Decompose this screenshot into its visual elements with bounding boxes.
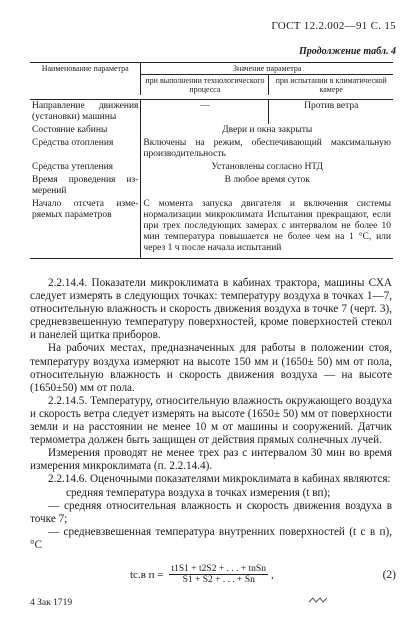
formula-fraction (169, 564, 267, 585)
table-row (30, 137, 393, 161)
formula-lhs: tс.в п = (130, 568, 164, 581)
row-value: Включены на режим, обеспечивающий максимальную производительность (141, 137, 393, 161)
parameters-table (30, 62, 393, 259)
row-name: Состояние кабины (32, 125, 108, 135)
row-value: Установлены согласно НТД (141, 161, 393, 174)
row-value: С момента запуска двигателя и включения системы нормализации микроклимата Испытания прекращают, если при трех последующих замерах с интервалом не более 10 мин температура повышается не более чем на 1 °С, или через 1 ч после начала испытаний (141, 198, 393, 259)
paragraph: Измерения проводят не менее трех раз с интервалом 30 мин во время измерения микроклимата (п. 2.2.14.4). (30, 447, 392, 473)
list-item: средняя температура воздуха в точках измерения (t вп); (66, 486, 331, 499)
formula-number: (2) (382, 569, 396, 581)
table-continuation-label: Продолжение табл. 4 (298, 46, 396, 57)
paragraph: 2.2.14.5. Температуру, относительную влажность окружающего воздуха и скорость ветра следует измерять на высоте (1650± 50) мм от поверхности земли и на расстоянии не менее 10 м от машины и сооружений. Датчик термометра должен быть защищен от действия прямых солнечных лучей. (30, 394, 392, 447)
paragraph: 2.2.14.6. Оценочными показателями микроклимата в кабинах являются: (48, 473, 391, 486)
list-item: — средняя относительная влажность и скорость движения воздуха в точке 7; (30, 499, 392, 525)
formula-tail: , (270, 568, 274, 581)
row-name: Начало отсчета измеряемых параметров (30, 198, 141, 259)
formula-denominator: S1 + S2 + . . . + Sn (182, 575, 255, 585)
paragraph: На рабочих местах, предназначенных для работы в положении стоя, температуру воздуха измеряют на высоте 150 мм и (1650± 50) мм от пола, относительную влажность и скорость движения воздуха — на высоте (1650±50) мм от пола. (30, 342, 392, 394)
footer-order-number: 4 Зак 1719 (30, 598, 73, 608)
col-header-name: Наименование параметра (30, 63, 141, 96)
row-name: Средства утепления (32, 162, 114, 172)
table-row (30, 174, 393, 198)
row-value: В любое время суток (141, 174, 393, 198)
list-item: — средневзвешенная температура внутренних поверхностей (t с в п), °С (30, 525, 392, 551)
table-row (30, 100, 393, 125)
page-header: ГОСТ 12.2.002—91 С. 15 (271, 20, 396, 32)
col-header-value: Значение параметра (141, 63, 393, 75)
formula (130, 564, 274, 585)
row-name: Направление движения (установки) машины (32, 101, 139, 122)
body-text (30, 277, 392, 552)
table-row (30, 198, 393, 259)
row-name: Время проведения измерений (32, 175, 139, 196)
row-process: — (141, 100, 269, 125)
table-row (30, 161, 393, 174)
paragraph: 2.2.14.4. Показатели микроклимата в кабинах трактора, машины СХА следует измерять в следующих точках: температуру воздуха в точках 1—7, относительную влажность и скорость движения воздуха в точке 7 (черт. 3), средневзвешенную температуру поверхностей, кроме поверхностей стекол и панелей щитка приборов. (30, 277, 392, 342)
row-chamber: Против ветра (269, 100, 393, 125)
col-header-chamber: при испытании в климатической камере (269, 75, 393, 96)
row-value: Двери и окна закрыты (141, 124, 393, 137)
formula-numerator: t1S1 + t2S2 + . . . + tnSn (171, 564, 266, 574)
row-name: Средства отопления (32, 138, 114, 148)
col-header-process: при выполнении технологического процесса (141, 75, 269, 96)
handwritten-mark-icon (308, 596, 330, 604)
table-row (30, 124, 393, 137)
